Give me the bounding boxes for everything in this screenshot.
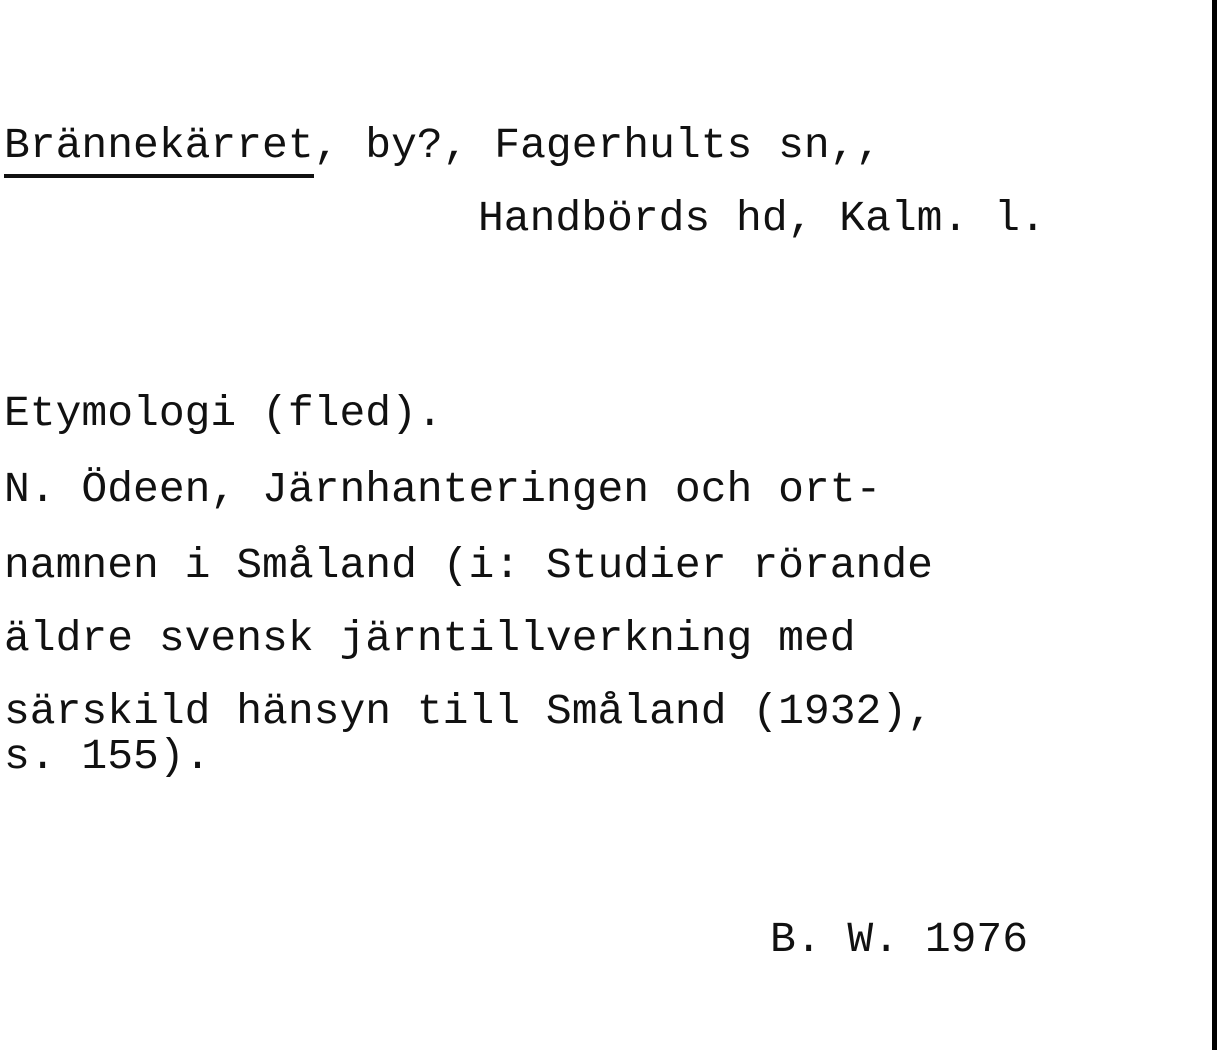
header-location: , by?, Fagerhults sn,, — [313, 121, 882, 170]
header-line-2: Handbörds hd, Kalm. l. — [478, 194, 1046, 243]
body-line-6: s. 155). — [4, 732, 211, 781]
header-line-1 — [4, 121, 882, 170]
headword: Brännekärret — [4, 121, 314, 178]
body-line-5: särskild hänsyn till Småland (1932), — [4, 687, 933, 736]
card-edge-line — [1212, 0, 1217, 1050]
body-line-4: äldre svensk järntillverkning med — [4, 614, 856, 663]
body-line-1: Etymologi (fled). — [4, 389, 443, 438]
body-line-3: namnen i Småland (i: Studier rörande — [4, 541, 933, 590]
body-line-2: N. Ödeen, Järnhanteringen och ort- — [4, 465, 882, 514]
signature: B. W. 1976 — [770, 915, 1029, 964]
